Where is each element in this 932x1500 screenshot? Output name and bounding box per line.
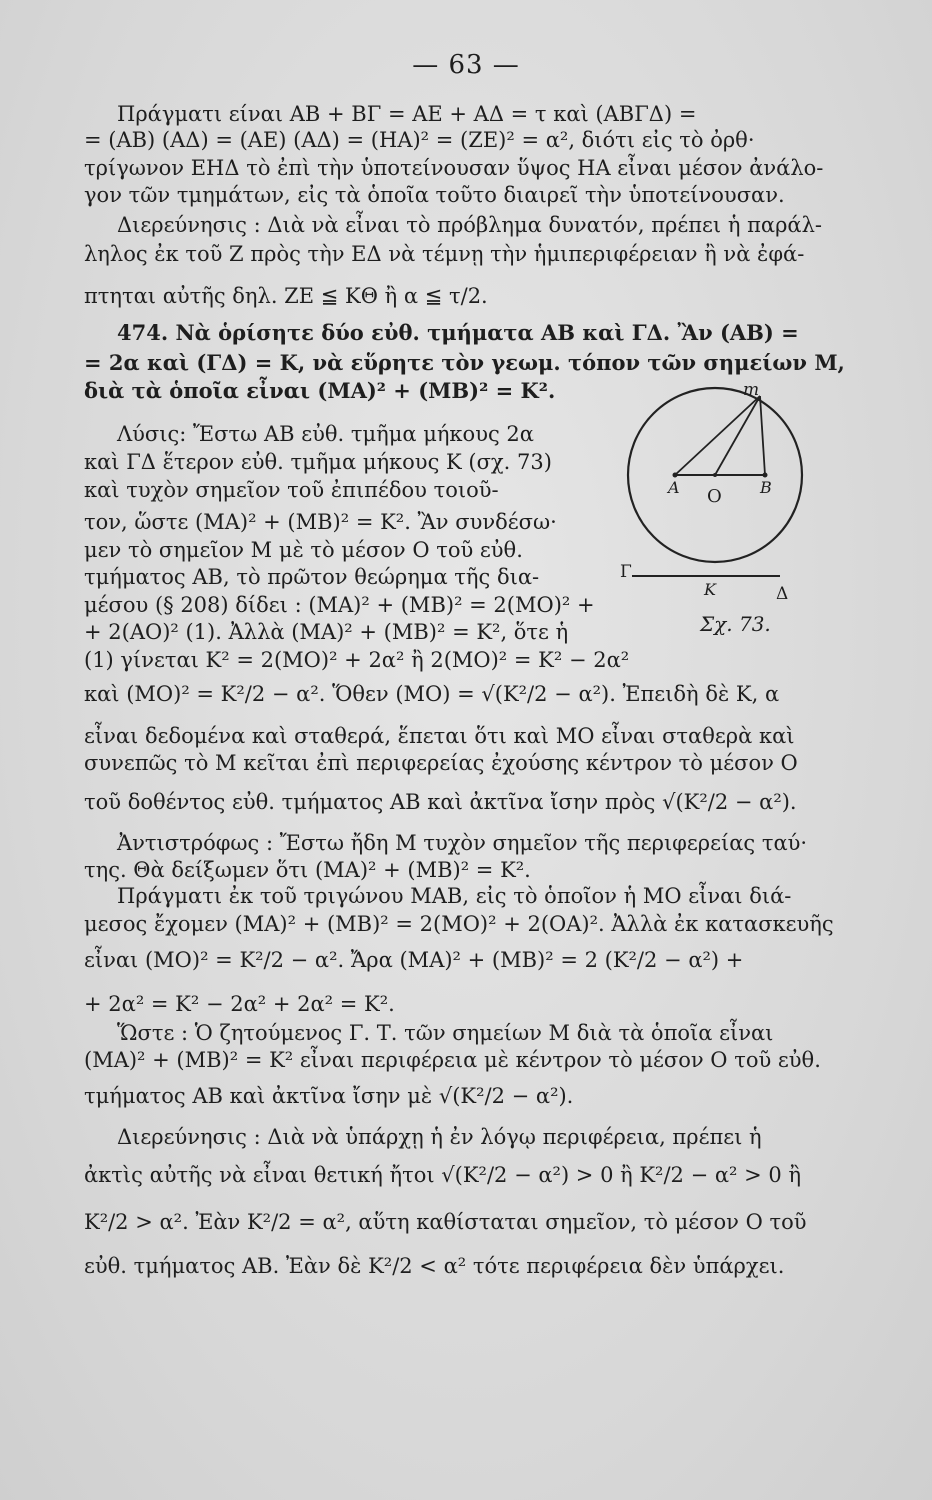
text-line: εἶναι (ΜΟ)² = Κ²/2 − α². Ἄρα (ΜΑ)² + (ΜΒ)² = 2 (Κ²/2 − α²) +: [84, 948, 744, 972]
text-line: ἀκτὶς αὐτῆς νὰ εἶναι θετική ἤτοι √(Κ²/2 − α²) > 0 ἢ Κ²/2 − α² > 0 ἢ: [84, 1163, 802, 1187]
text-line: Ὥστε : Ὁ ζητούμενος Γ. Τ. τῶν σημείων Μ διὰ τὰ ὁποῖα εἶναι: [117, 1021, 774, 1045]
problem-text: διὰ τὰ ὁποῖα εἶναι (ΜΑ)² + (ΜΒ)² = Κ².: [84, 378, 556, 403]
text-line: ληλος ἐκ τοῦ Ζ πρὸς τὴν ΕΔ νὰ τέμνῃ τὴν ἡμιπεριφέρειαν ἢ νὰ ἐφά-: [84, 242, 805, 266]
label-b: B: [760, 478, 772, 497]
point-a: [673, 473, 678, 478]
label-m: m: [743, 380, 760, 400]
problem-heading: 474. Νὰ ὁρίσητε δύο εὐθ. τμήματα ΑΒ καὶ ΓΔ. Ἂν (ΑΒ) =: [117, 320, 799, 345]
problem-text: = 2α καὶ (ΓΔ) = Κ, νὰ εὕρητε τὸν γεωμ. τόπον τῶν σημείων Μ,: [84, 350, 845, 375]
label-d: Δ: [776, 584, 789, 604]
text-line: + 2(ΑΟ)² (1). Ἀλλὰ (ΜΑ)² + (ΜΒ)² = Κ², ὅτε ἡ: [84, 620, 569, 644]
page-number: — 63 —: [412, 50, 520, 80]
text-line: μεσος ἔχομεν (ΜΑ)² + (ΜΒ)² = 2(ΜΟ)² + 2(ΟΑ)². Ἀλλὰ ἐκ κατασκευῆς: [84, 912, 834, 936]
text-line: πτηται αὐτῆς δηλ. ΖΕ ≦ ΚΘ ἢ α ≦ τ/2.: [84, 284, 488, 308]
text-line: καὶ τυχὸν σημεῖον τοῦ ἐπιπέδου τοιοῦ-: [84, 478, 499, 502]
segment-mb: [760, 396, 765, 475]
label-k: K: [704, 580, 716, 599]
point-b: [763, 473, 768, 478]
text-line: τον, ὥστε (ΜΑ)² + (ΜΒ)² = Κ². Ἂν συνδέσω·: [84, 510, 557, 534]
text-line: τρίγωνον ΕΗΔ τὸ ἐπὶ τὴν ὑποτείνουσαν ὕψος ΗΑ εἶναι μέσον ἀνάλο-: [84, 156, 824, 180]
text-line: γον τῶν τμημάτων, εἰς τὰ ὁποῖα τοῦτο διαιρεῖ τὴν ὑποτείνουσαν.: [84, 183, 785, 207]
text-line: (ΜΑ)² + (ΜΒ)² = Κ² εἶναι περιφέρεια μὲ κέντρον τὸ μέσον Ο τοῦ εὐθ.: [84, 1048, 821, 1072]
text-line: Κ²/2 > α². Ἐὰν Κ²/2 = α², αὕτη καθίσταται σημεῖον, τὸ μέσον Ο τοῦ: [84, 1210, 807, 1234]
text-line: μέσου (§ 208) δίδει : (ΜΑ)² + (ΜΒ)² = 2(ΜΟ)² +: [84, 593, 595, 617]
text-line: = (ΑΒ) (ΑΔ) = (ΑΕ) (ΑΔ) = (ΗΑ)² = (ΖΕ)² = α², διότι εἰς τὸ ὀρθ·: [84, 128, 755, 152]
text-line: (1) γίνεται Κ² = 2(ΜΟ)² + 2α² ἢ 2(ΜΟ)² = Κ² − 2α²: [84, 648, 630, 672]
text-line: τοῦ δοθέντος εὐθ. τμήματος ΑΒ καὶ ἀκτῖνα ἴσην πρὸς √(Κ²/2 − α²).: [84, 790, 797, 814]
text-line: Πράγματι είναι ΑΒ + ΒΓ = ΑΕ + ΑΔ = τ καὶ (ΑΒΓΔ) =: [117, 102, 697, 126]
text-line: Ἀντιστρόφως : Ἔστω ἤδη Μ τυχὸν σημεῖον τῆς περιφερείας ταύ·: [117, 831, 808, 855]
text-line: εὐθ. τμήματος ΑΒ. Ἐὰν δὲ Κ²/2 < α² τότε περιφέρεια δὲν ὑπάρχει.: [84, 1254, 785, 1278]
segment-mo: [715, 396, 760, 475]
point-o: [713, 473, 717, 477]
text-line: μεν τὸ σημεῖον Μ μὲ τὸ μέσον Ο τοῦ εὐθ.: [84, 538, 523, 562]
label-g: Γ: [620, 562, 632, 582]
label-a: A: [668, 478, 680, 497]
segment-ma: [675, 396, 760, 475]
text-line: καὶ ΓΔ ἕτερον εὐθ. τμῆμα μήκους Κ (σχ. 73): [84, 450, 552, 474]
text-line: Πράγματι ἐκ τοῦ τριγώνου ΜΑΒ, εἰς τὸ ὁποῖον ἡ ΜΟ εἶναι διά-: [117, 884, 792, 908]
text-line: Λύσις: Ἔστω ΑΒ εὐθ. τμῆμα μήκους 2α: [117, 422, 534, 446]
text-line: Διερεύνησις : Διὰ νὰ εἶναι τὸ πρόβλημα δυνατόν, πρέπει ἡ παράλ-: [117, 213, 823, 237]
text-line: καὶ (ΜΟ)² = Κ²/2 − α². Ὅθεν (ΜΟ) = √(Κ²/2 − α²). Ἐπειδὴ δὲ Κ, α: [84, 682, 780, 706]
text-line: + 2α² = Κ² − 2α² + 2α² = Κ².: [84, 992, 395, 1016]
text-line: τμήματος ΑΒ καὶ ἀκτῖνα ἴσην μὲ √(Κ²/2 − α²).: [84, 1084, 574, 1108]
text-line: της. Θὰ δείξωμεν ὅτι (ΜΑ)² + (ΜΒ)² = Κ².: [84, 858, 531, 882]
figure-caption: Σχ. 73.: [700, 612, 771, 636]
label-o: O: [707, 486, 722, 507]
text-line: Διερεύνησις : Διὰ νὰ ὑπάρχῃ ἡ ἐν λόγῳ περιφέρεια, πρέπει ἡ: [117, 1125, 762, 1149]
text-line: συνεπῶς τὸ Μ κεῖται ἐπὶ περιφερείας ἐχούσης κέντρον τὸ μέσον Ο: [84, 751, 798, 775]
figure-73: [620, 380, 820, 640]
text-line: τμήματος ΑΒ, τὸ πρῶτον θεώρημα τῆς δια-: [84, 565, 540, 589]
text-line: εἶναι δεδομένα καὶ σταθερά, ἕπεται ὅτι καὶ ΜΟ εἶναι σταθερὰ καὶ: [84, 724, 795, 748]
